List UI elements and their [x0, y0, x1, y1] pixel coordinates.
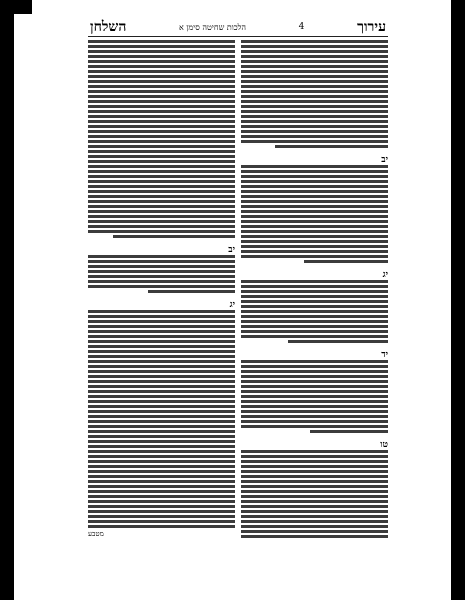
text-line	[241, 170, 388, 173]
text-line	[241, 315, 388, 318]
text-line	[241, 510, 388, 513]
text-line	[88, 185, 235, 188]
text-line	[88, 505, 235, 508]
catchword: מטבע	[88, 530, 104, 538]
text-line	[88, 285, 235, 288]
text-line	[88, 365, 235, 368]
text-line	[241, 480, 388, 483]
text-line	[241, 490, 388, 493]
text-line	[88, 480, 235, 483]
text-line	[88, 115, 235, 118]
text-line	[88, 385, 235, 388]
text-line	[88, 345, 235, 348]
text-line	[241, 180, 388, 183]
text-line	[241, 85, 388, 88]
text-line	[241, 45, 388, 48]
text-line	[88, 220, 235, 223]
text-line	[88, 135, 235, 138]
text-line	[88, 225, 235, 228]
text-line	[88, 490, 235, 493]
text-line	[241, 220, 388, 223]
text-line	[88, 340, 235, 343]
text-line	[241, 300, 388, 303]
text-line	[241, 205, 388, 208]
text-line	[88, 445, 235, 448]
text-line	[88, 215, 235, 218]
text-line	[241, 320, 388, 323]
text-line	[88, 330, 235, 333]
text-line	[88, 70, 235, 73]
text-line	[88, 85, 235, 88]
text-line	[88, 170, 235, 173]
text-line	[88, 495, 235, 498]
text-line	[241, 535, 388, 538]
text-line	[241, 335, 388, 338]
text-line	[241, 410, 388, 413]
text-line	[241, 285, 388, 288]
page-number: 4	[298, 22, 305, 32]
text-line	[88, 415, 235, 418]
text-line	[88, 275, 235, 278]
text-line	[241, 240, 388, 243]
text-line	[241, 255, 388, 258]
text-line	[88, 150, 235, 153]
text-line	[275, 145, 388, 148]
text-line	[241, 120, 388, 123]
text-line	[148, 290, 235, 293]
text-line	[241, 415, 388, 418]
document-page	[88, 18, 388, 558]
text-line	[88, 145, 235, 148]
text-line	[88, 515, 235, 518]
text-line	[241, 200, 388, 203]
text-line	[88, 75, 235, 78]
text-line	[241, 75, 388, 78]
text-line	[88, 450, 235, 453]
text-line	[88, 475, 235, 478]
text-line	[88, 435, 235, 438]
text-line	[88, 470, 235, 473]
text-line	[88, 110, 235, 113]
text-line	[88, 65, 235, 68]
text-line	[88, 395, 235, 398]
text-line	[88, 180, 235, 183]
text-line	[241, 525, 388, 528]
header-title-left: השלחן	[90, 18, 127, 35]
text-line	[88, 315, 235, 318]
text-line	[241, 470, 388, 473]
text-line	[88, 500, 235, 503]
text-line	[88, 420, 235, 423]
text-line	[241, 330, 388, 333]
paragraph-marker: יג	[382, 270, 388, 280]
text-line	[88, 465, 235, 468]
text-line	[241, 70, 388, 73]
text-column-left	[88, 40, 235, 558]
text-line	[304, 260, 388, 263]
text-line	[88, 45, 235, 48]
text-line	[241, 140, 388, 143]
text-line	[241, 425, 388, 428]
text-line	[113, 235, 235, 238]
text-line	[88, 90, 235, 93]
text-line	[88, 230, 235, 233]
text-line	[241, 485, 388, 488]
text-line	[88, 410, 235, 413]
text-line	[88, 380, 235, 383]
text-line	[241, 395, 388, 398]
text-column-right	[241, 40, 388, 558]
text-line	[88, 375, 235, 378]
scan-border-top-left	[0, 0, 32, 14]
text-line	[241, 460, 388, 463]
text-line	[241, 290, 388, 293]
text-line	[241, 245, 388, 248]
text-line	[88, 430, 235, 433]
text-line	[310, 430, 388, 433]
text-columns	[88, 40, 388, 558]
text-line	[88, 95, 235, 98]
text-line	[88, 325, 235, 328]
paragraph-marker: טו	[380, 440, 388, 450]
text-line	[241, 420, 388, 423]
text-line	[241, 135, 388, 138]
text-line	[241, 175, 388, 178]
text-line	[88, 200, 235, 203]
text-line	[241, 305, 388, 308]
text-line	[241, 405, 388, 408]
text-line	[88, 455, 235, 458]
text-line	[88, 130, 235, 133]
text-line	[88, 175, 235, 178]
text-line	[241, 365, 388, 368]
text-line	[241, 505, 388, 508]
text-line	[88, 190, 235, 193]
text-line	[88, 270, 235, 273]
text-line	[241, 210, 388, 213]
text-line	[241, 360, 388, 363]
text-line	[88, 205, 235, 208]
text-line	[241, 55, 388, 58]
text-line	[241, 530, 388, 533]
text-line	[241, 385, 388, 388]
text-line	[88, 510, 235, 513]
text-line	[241, 65, 388, 68]
text-line	[241, 195, 388, 198]
text-line	[88, 100, 235, 103]
text-line	[88, 350, 235, 353]
text-line	[88, 460, 235, 463]
text-line	[88, 210, 235, 213]
text-line	[88, 485, 235, 488]
text-line	[88, 310, 235, 313]
text-line	[241, 215, 388, 218]
text-line	[88, 370, 235, 373]
text-line	[88, 60, 235, 63]
text-line	[241, 125, 388, 128]
text-line	[88, 265, 235, 268]
text-line	[88, 440, 235, 443]
text-line	[288, 340, 388, 343]
text-line	[241, 450, 388, 453]
text-line	[88, 165, 235, 168]
text-line	[241, 370, 388, 373]
text-line	[88, 155, 235, 158]
text-line	[241, 165, 388, 168]
text-line	[241, 40, 388, 43]
text-line	[241, 390, 388, 393]
text-line	[241, 520, 388, 523]
text-line	[88, 80, 235, 83]
scan-border-right	[451, 0, 465, 600]
text-line	[241, 465, 388, 468]
text-line	[241, 185, 388, 188]
text-line	[241, 105, 388, 108]
text-line	[241, 90, 388, 93]
text-line	[241, 250, 388, 253]
paragraph-marker: יג	[229, 300, 235, 310]
text-line	[88, 400, 235, 403]
text-line	[88, 40, 235, 43]
paragraph-marker: יד	[381, 350, 388, 360]
text-line	[88, 355, 235, 358]
text-line	[241, 230, 388, 233]
text-line	[241, 310, 388, 313]
text-line	[88, 120, 235, 123]
text-line	[241, 95, 388, 98]
text-line	[88, 260, 235, 263]
text-line	[241, 375, 388, 378]
text-line	[241, 400, 388, 403]
text-line	[88, 140, 235, 143]
text-line	[88, 160, 235, 163]
text-line	[241, 115, 388, 118]
text-line	[241, 60, 388, 63]
text-line	[241, 495, 388, 498]
text-line	[241, 130, 388, 133]
text-line	[241, 50, 388, 53]
header-subtitle: הלכות שחיטה סימן א	[179, 22, 247, 32]
text-line	[241, 455, 388, 458]
paragraph-marker: יב	[228, 245, 235, 255]
text-line	[88, 280, 235, 283]
text-line	[241, 110, 388, 113]
text-line	[241, 100, 388, 103]
scan-border-left	[0, 0, 14, 600]
text-line	[241, 515, 388, 518]
text-line	[88, 405, 235, 408]
text-line	[88, 335, 235, 338]
text-line	[241, 190, 388, 193]
text-line	[88, 195, 235, 198]
text-line	[241, 325, 388, 328]
text-line	[241, 295, 388, 298]
text-line	[88, 320, 235, 323]
text-line	[88, 255, 235, 258]
text-line	[88, 50, 235, 53]
text-line	[241, 80, 388, 83]
text-line	[241, 280, 388, 283]
text-line	[88, 125, 235, 128]
text-line	[88, 390, 235, 393]
text-line	[88, 105, 235, 108]
text-line	[88, 520, 235, 523]
text-line	[241, 475, 388, 478]
paragraph-marker: יב	[381, 155, 388, 165]
text-line	[88, 425, 235, 428]
text-line	[241, 225, 388, 228]
text-line	[88, 525, 235, 528]
text-line	[241, 380, 388, 383]
text-line	[241, 500, 388, 503]
text-line	[88, 360, 235, 363]
header-title-right: עירוך	[357, 18, 386, 35]
text-line	[241, 235, 388, 238]
page-header	[88, 18, 388, 37]
text-line	[88, 55, 235, 58]
